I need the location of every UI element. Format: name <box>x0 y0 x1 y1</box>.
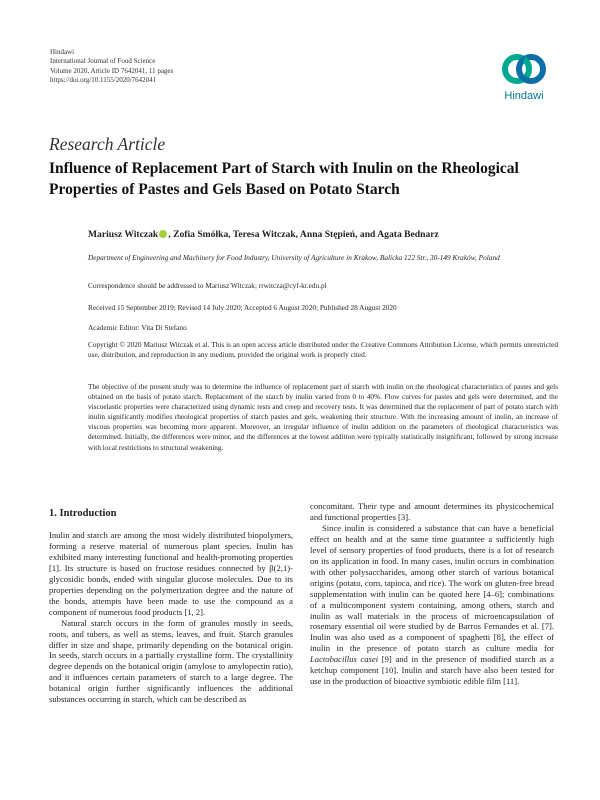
article-type: Research Article <box>49 134 166 154</box>
abstract: The objective of the present study was to determine the influence of replacement part of starch with inulin on the rheological characteristics of pastes and gels obtained on the basis of potato starch. Replacement of the starch by inulin varied from 0 to 40%. Flow curves for pastes and gels were determined, and the viscoelastic properties were characterized using dynamic tests and creep and recovery tests. It was determined that the replacement of part of potato starch with inulin significantly modifies rheological properties of starch pastes and gels, weakening their structure. With the increasing amount of inulin, an increase of viscous properties was becoming more apparent. Moreover, an irregular influence of inulin addition on the parameters of rheological characteristics was determined. Initially, the differences were minor, and the differences at the lowest addition were typically statistically insignificant, followed by strong increase with local restrictions to structural weakening. <box>88 382 558 452</box>
publication-dates: Received 15 September 2019; Revised 14 July 2020; Accepted 6 August 2020; Published 28 August 2020 <box>88 303 397 312</box>
journal-name: International Journal of Food Science <box>50 57 156 66</box>
section-heading: 1. Introduction <box>49 508 117 519</box>
paragraph: Inulin and starch are among the most widely distributed biopolymers, forming a reserve material of numerous plant species. Inulin has exhibited many interesting functional and health-promoting properties [1]. Its structure is based on fructose residues connected by β(2,1)-glycosidic bonds, ended with singular glucose molecules. Due to its properties depending on the polymerization degree and the nature of the bonds, attempts have been made to use the compound as a component of numerous food products [1, 2]. <box>49 530 293 617</box>
paragraph: Since inulin is considered a substance that can have a beneficial effect on health and at the same time guarantee a sufficiently high level of sensory properties of food products, there is a lot of research on its application in food. In many cases, inulin occurs in combination with other polysaccharides, among other starch of various botanical origins (potato, corn, tapioca, and rice). The work on gluten-free bread supplementation with inulin can be quoted here [4–6]; combinations of a multicomponent system containing, among others, starch and inulin as wall materials in the process of microencapsulation of rosemary essential oil were studied by de Barros Fernandes et al. [7]. Inulin was also used as a component of spaghetti [8], the effect of inulin in the presence of potato starch as culture media for Lactobacillus casei [9] and in the presence of modified starch as a ketchup component [10]. Inulin and starch have also been tested for use in the production of bioactive symbiotic edible film [11]. <box>310 522 554 687</box>
author-rest: , Zofia Smółka, Teresa Witczak, Anna Stępień, and Agata Bednarz <box>168 229 439 240</box>
paragraph: concomitant. Their type and amount determines its physicochemical and functional properties [3]. <box>310 501 554 522</box>
hindawi-logo-text: Hindawi <box>504 90 544 102</box>
body-column-left <box>49 530 293 705</box>
body-column-right <box>310 501 554 687</box>
paragraph: Natural starch occurs in the form of granules mostly in seeds, roots, and tubers, as well as stems, leaves, and fruit. Starch granules differ in size and shape, primarily depending on the botanical origin. In seeds, starch occurs in a partially crystalline form. The crystallinity degree depends on the botanical origin (amylose to amylopectin ratio), and it influences certain parameters of starch to a large degree. The botanical origin further significantly influences the additional substances occurring in starch, which can be described as <box>49 617 293 705</box>
correspondence: Correspondence should be addressed to Mariusz Witczak; rrwitcza@cyf-kr.edu.pl <box>88 281 327 290</box>
doi-link[interactable]: https://doi.org/10.1155/2020/7642041 <box>50 76 157 85</box>
volume-info: Volume 2020, Article ID 7642041, 11 pages <box>50 66 174 75</box>
publisher-name: Hindawi <box>50 48 75 56</box>
orcid-icon[interactable] <box>159 230 167 238</box>
author-first[interactable]: Mariusz Witczak <box>88 229 159 240</box>
affiliation: Department of Engineering and Machinery for Food Industry, University of Agriculture in Krakow, Balicka 122 Str., 30-149 Kraków, Poland <box>88 253 500 262</box>
article-title: Influence of Replacement Part of Starch with Inulin on the Rheological Properties of Pastes and Gels Based on Potato Starch <box>49 160 519 198</box>
copyright-notice: Copyright © 2020 Mariusz Witczak et al. This is an open access article distributed under the Creative Commons Attribution License, which permits unrestricted use, distribution, and reproduction in any medium, provided the original work is properly cited. <box>88 340 558 360</box>
author-list <box>88 229 439 240</box>
academic-editor: Academic Editor: Vita Di Stefano <box>88 323 187 332</box>
journal-meta <box>50 48 173 86</box>
